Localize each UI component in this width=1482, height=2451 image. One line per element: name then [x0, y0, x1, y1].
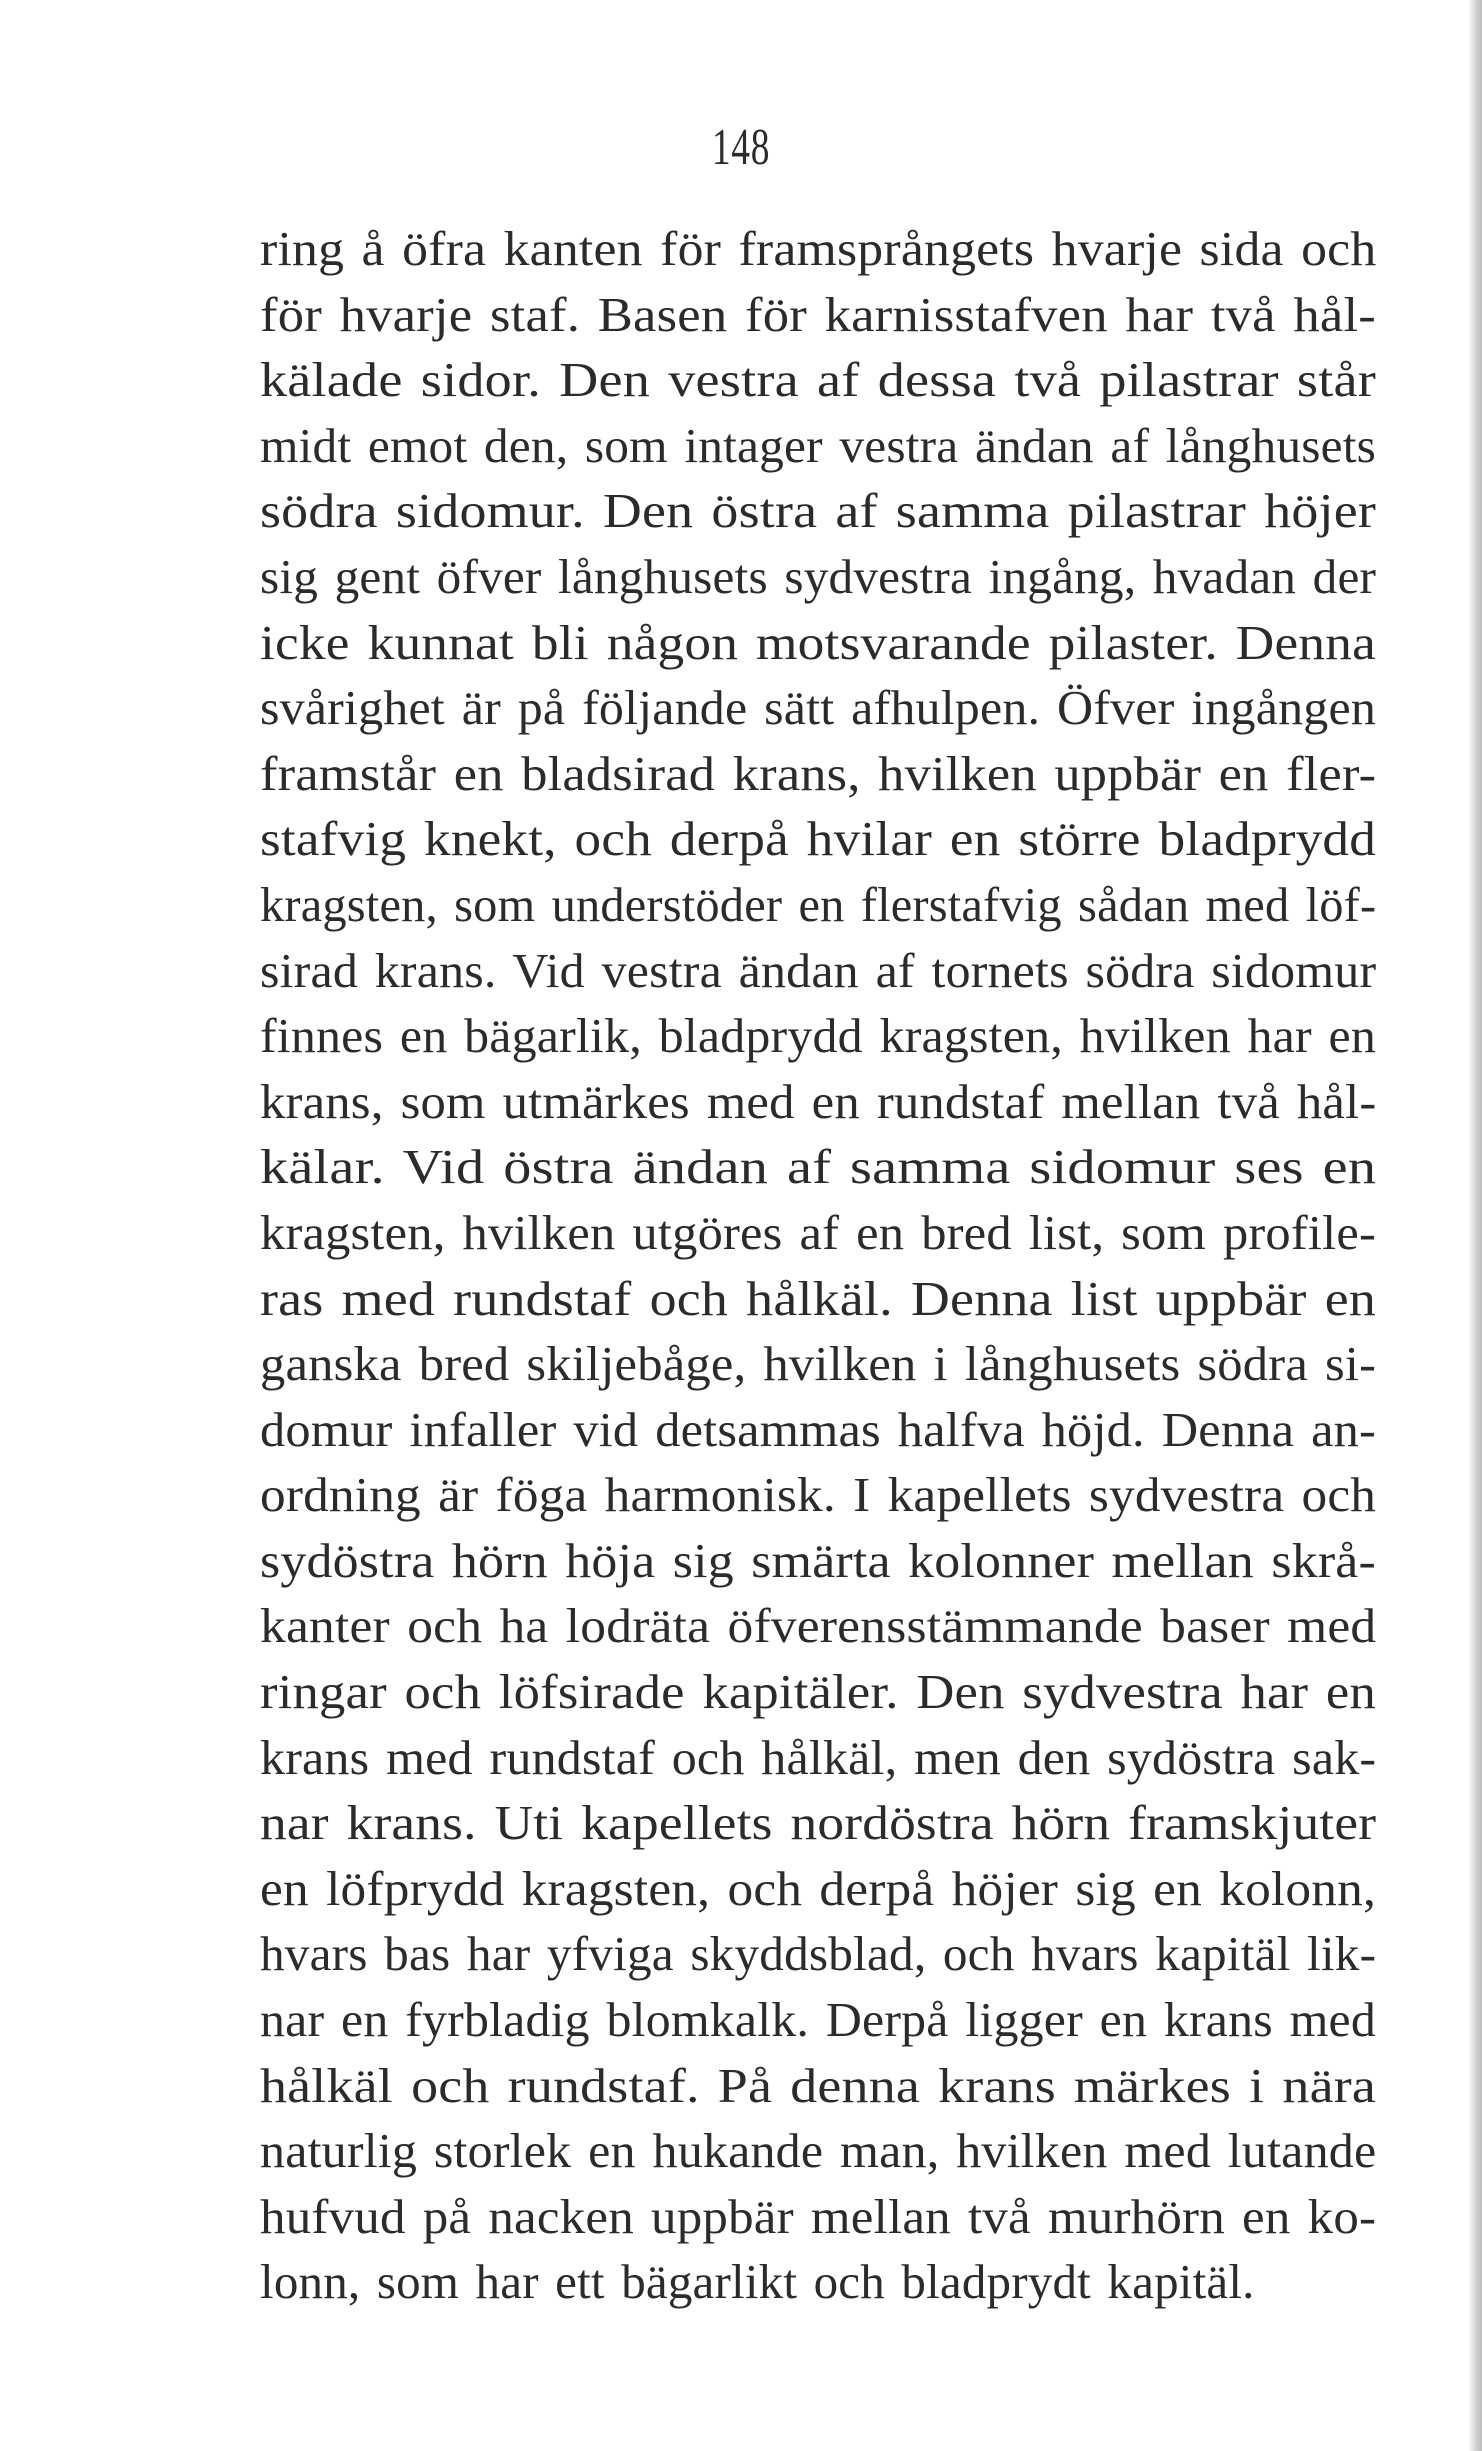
text-line: krans med rundstaf och hålkäl, men den sydöstra sak-	[260, 1729, 1377, 1785]
text-line: hvars bas har yfviga skyddsblad, och hvars kapitäl lik-	[260, 1926, 1377, 1982]
text-line: hålkäl och rundstaf. På denna krans märkes i nära	[260, 2057, 1376, 2113]
text-line: hufvud på nacken uppbär mellan två murhörn en ko-	[260, 2188, 1377, 2244]
text-line: sirad krans. Vid vestra ändan af tornets södra sidomur	[260, 942, 1377, 998]
text-line: nar krans. Uti kapellets nordöstra hörn framskjuter	[260, 1795, 1377, 1851]
text-line: södra sidomur. Den östra af samma pilastrar höjer	[260, 483, 1376, 539]
text-line: domur infaller vid detsammas halfva höjd. Denna an-	[260, 1401, 1377, 1457]
text-line: icke kunnat bli någon motsvarande pilaster. Denna	[260, 614, 1376, 670]
page-edge	[1468, 0, 1482, 2451]
text-line: sig gent öfver långhusets sydvestra ingång, hvadan der	[260, 548, 1377, 604]
text-line: en löfprydd kragsten, och derpå höjer sig en kolonn,	[260, 1860, 1376, 1916]
text-line: ordning är föga harmonisk. I kapellets sydvestra och	[260, 1467, 1377, 1523]
text-line: naturlig storlek en hukande man, hvilken med lutande	[260, 2123, 1377, 2179]
text-line: kanter och ha lodräta öfverensstämmande baser med	[260, 1598, 1377, 1654]
text-line: kragsten, som understöder en flerstafvig sådan med löf-	[260, 876, 1377, 932]
text-line: finnes en bägarlik, bladprydd kragsten, hvilken har en	[260, 1008, 1377, 1064]
page-number: 148	[711, 119, 771, 176]
text-line: sydöstra hörn höja sig smärta kolonner mellan skrå-	[260, 1532, 1376, 1588]
text-line: lonn, som har ett bägarlikt och bladprydt kapitäl.	[260, 2254, 1255, 2310]
text-line: ras med rundstaf och hålkäl. Denna list uppbär en	[260, 1270, 1376, 1326]
text-line: ganska bred skiljebåge, hvilken i långhusets södra si-	[260, 1336, 1377, 1392]
text-line: krans, som utmärkes med en rundstaf mellan två hål-	[260, 1073, 1377, 1129]
text-line: ringar och löfsirade kapitäler. Den sydvestra har en	[260, 1664, 1376, 1720]
body-text	[260, 216, 1376, 2315]
text-line: för hvarje staf. Basen för karnisstafven har två hål-	[260, 286, 1376, 342]
text-line: kälade sidor. Den vestra af dessa två pilastrar står	[260, 352, 1376, 408]
text-line: midt emot den, som intager vestra ändan af långhusets	[260, 417, 1377, 473]
text-line: framstår en bladsirad krans, hvilken uppbär en fler-	[260, 745, 1377, 801]
text-line: nar en fyrbladig blomkalk. Derpå ligger en krans med	[260, 1992, 1376, 2048]
text-line: svårighet är på följande sätt afhulpen. Öfver ingången	[260, 680, 1376, 736]
text-line: stafvig knekt, och derpå hvilar en större bladprydd	[260, 811, 1376, 867]
text-line: kragsten, hvilken utgöres af en bred list, som profile-	[260, 1204, 1376, 1260]
text-line: ring å öfra kanten för framsprångets hvarje sida och	[260, 221, 1377, 276]
text-line: kälar. Vid östra ändan af samma sidomur ses en	[260, 1139, 1377, 1195]
